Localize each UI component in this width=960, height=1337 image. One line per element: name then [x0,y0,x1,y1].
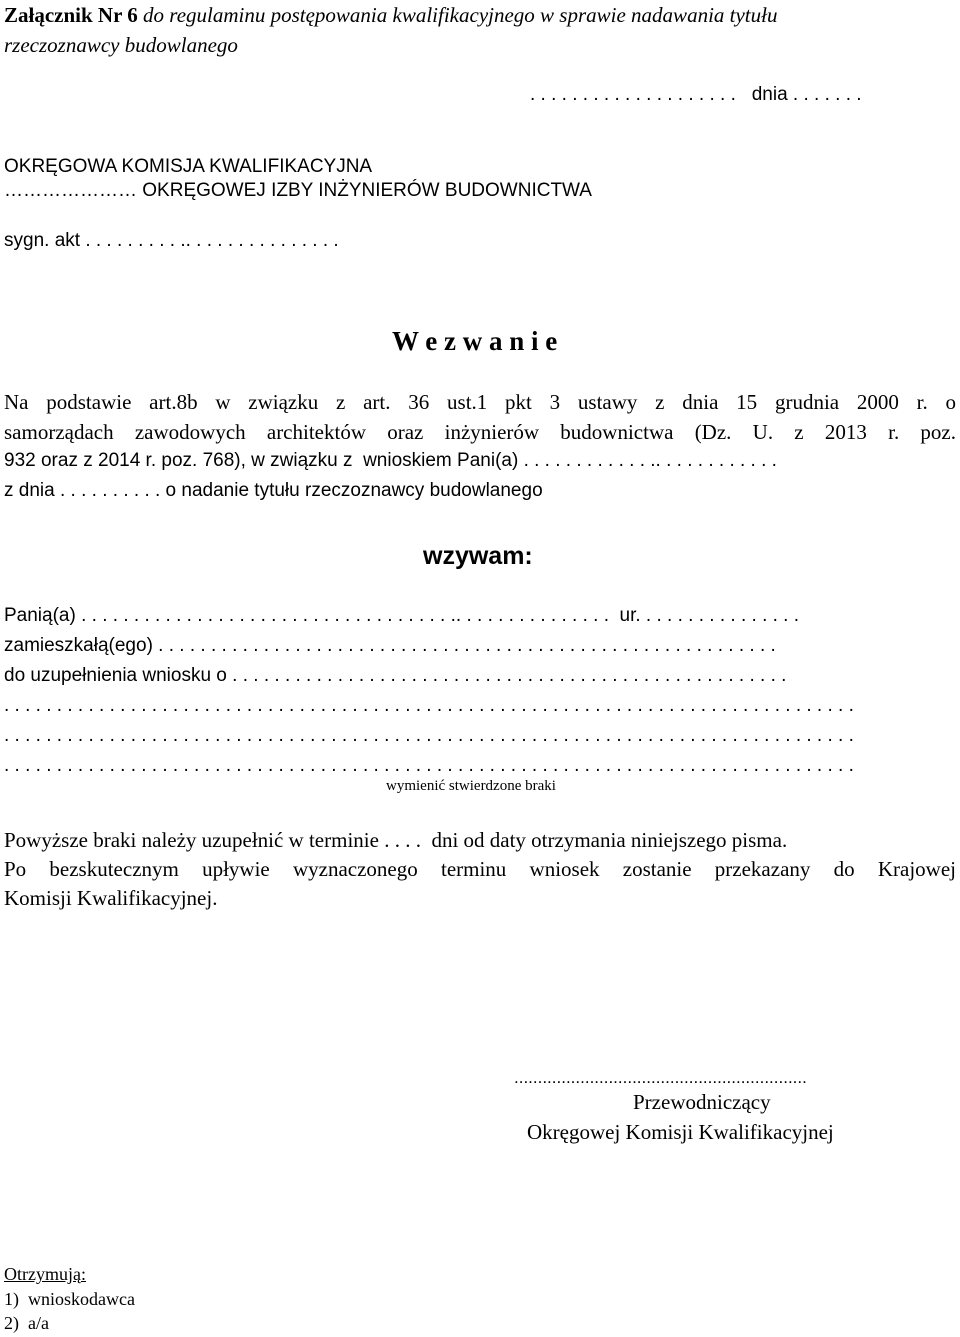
date-line: . . . . . . . . . . . . . . . . . . . . dnia . . . . . . . [530,84,862,105]
deadline-line-2: Po bezskutecznym upływie wyznaczonego terminu wniosek zostanie przekazany do Krajowej [4,857,956,881]
dotted-line-3: . . . . . . . . . . . . . . . . . . . . . . . . . . . . . . . . . . . . . . . . . . . . . . . . . . . . . . . . . . . . . . . . . . . . . . . . . . . . . . . . . [4,755,854,776]
deadline-line-3: Komisji Kwalifikacyjnej. [4,886,218,910]
deadline-line-1: Powyższe braki należy uzupełnić w terminie . . . . dni od daty otrzymania niniejszego pisma. [4,828,788,852]
chamber-name: ………………… OKRĘGOWEJ IZBY INŻYNIERÓW BUDOWNICTWA [4,180,592,201]
dotted-line-1: . . . . . . . . . . . . . . . . . . . . . . . . . . . . . . . . . . . . . . . . . . . . . . . . . . . . . . . . . . . . . . . . . . . . . . . . . . . . . . . . . [4,695,854,716]
attachment-description: do regulaminu postępowania kwalifikacyjnego w sprawie nadawania tytułu [137,3,778,27]
deficiencies-caption: wymienić stwierdzone braki [386,778,556,794]
signature-role: Przewodniczący [633,1090,771,1114]
signature-body: Okręgowej Komisji Kwalifikacyjnej [527,1120,834,1144]
recipient-item: 1) wnioskodawca [4,1289,135,1309]
signature-line: .............................................................. [514,1068,807,1087]
document-title: W e z w a n i e [392,326,558,356]
intro-line-1: Na podstawie art.8b w związku z art. 36 ust.1 pkt 3 ustawy z dnia 15 grudnia 2000 r. o [4,390,956,414]
intro-line-4: z dnia . . . . . . . . . . o nadanie tytułu rzeczoznawcy budowlanego [4,480,543,501]
commission-name: OKRĘGOWA KOMISJA KWALIFIKACYJNA [4,156,373,177]
intro-line-2: samorządach zawodowych architektów oraz inżynierów budownictwa (Dz. U. z 2013 r. poz. [4,420,956,444]
summon-heading: wzywam: [423,542,533,570]
dotted-line-2: . . . . . . . . . . . . . . . . . . . . . . . . . . . . . . . . . . . . . . . . . . . . . . . . . . . . . . . . . . . . . . . . . . . . . . . . . . . . . . . . . [4,725,854,746]
recipients-label: Otrzymują: [4,1264,86,1284]
attachment-description-line2: rzeczoznawcy budowlanego [4,33,238,57]
recipient-item: 2) a/a [4,1313,49,1333]
attachment-number: Załącznik Nr 6 [4,3,138,27]
intro-line-3: 932 oraz z 2014 r. poz. 768), w związku z wnioskiem Pani(a) . . . . . . . . . . . . .. . . . . . . . . . . . [4,450,777,471]
case-number: sygn. akt . . . . . . . . . .. . . . . . . . . . . . . . . [4,230,339,251]
completion-field: do uzupełnienia wniosku o . . . . . . . . . . . . . . . . . . . . . . . . . . . . . . . . . . . . . . . . . . . . . . . . . . . . . [4,665,787,686]
residence-field: zamieszkałą(ego) . . . . . . . . . . . . . . . . . . . . . . . . . . . . . . . . . . . . . . . . . . . . . . . . . . . . . . . . . . . [4,635,776,656]
applicant-name-field: Panią(a) . . . . . . . . . . . . . . . . . . . . . . . . . . . . . . . . . . . .. . . . . . . . . . . . . . . ur. . . . . . . . . . . . . . . . [4,605,800,626]
attachment-header [4,0,954,60]
